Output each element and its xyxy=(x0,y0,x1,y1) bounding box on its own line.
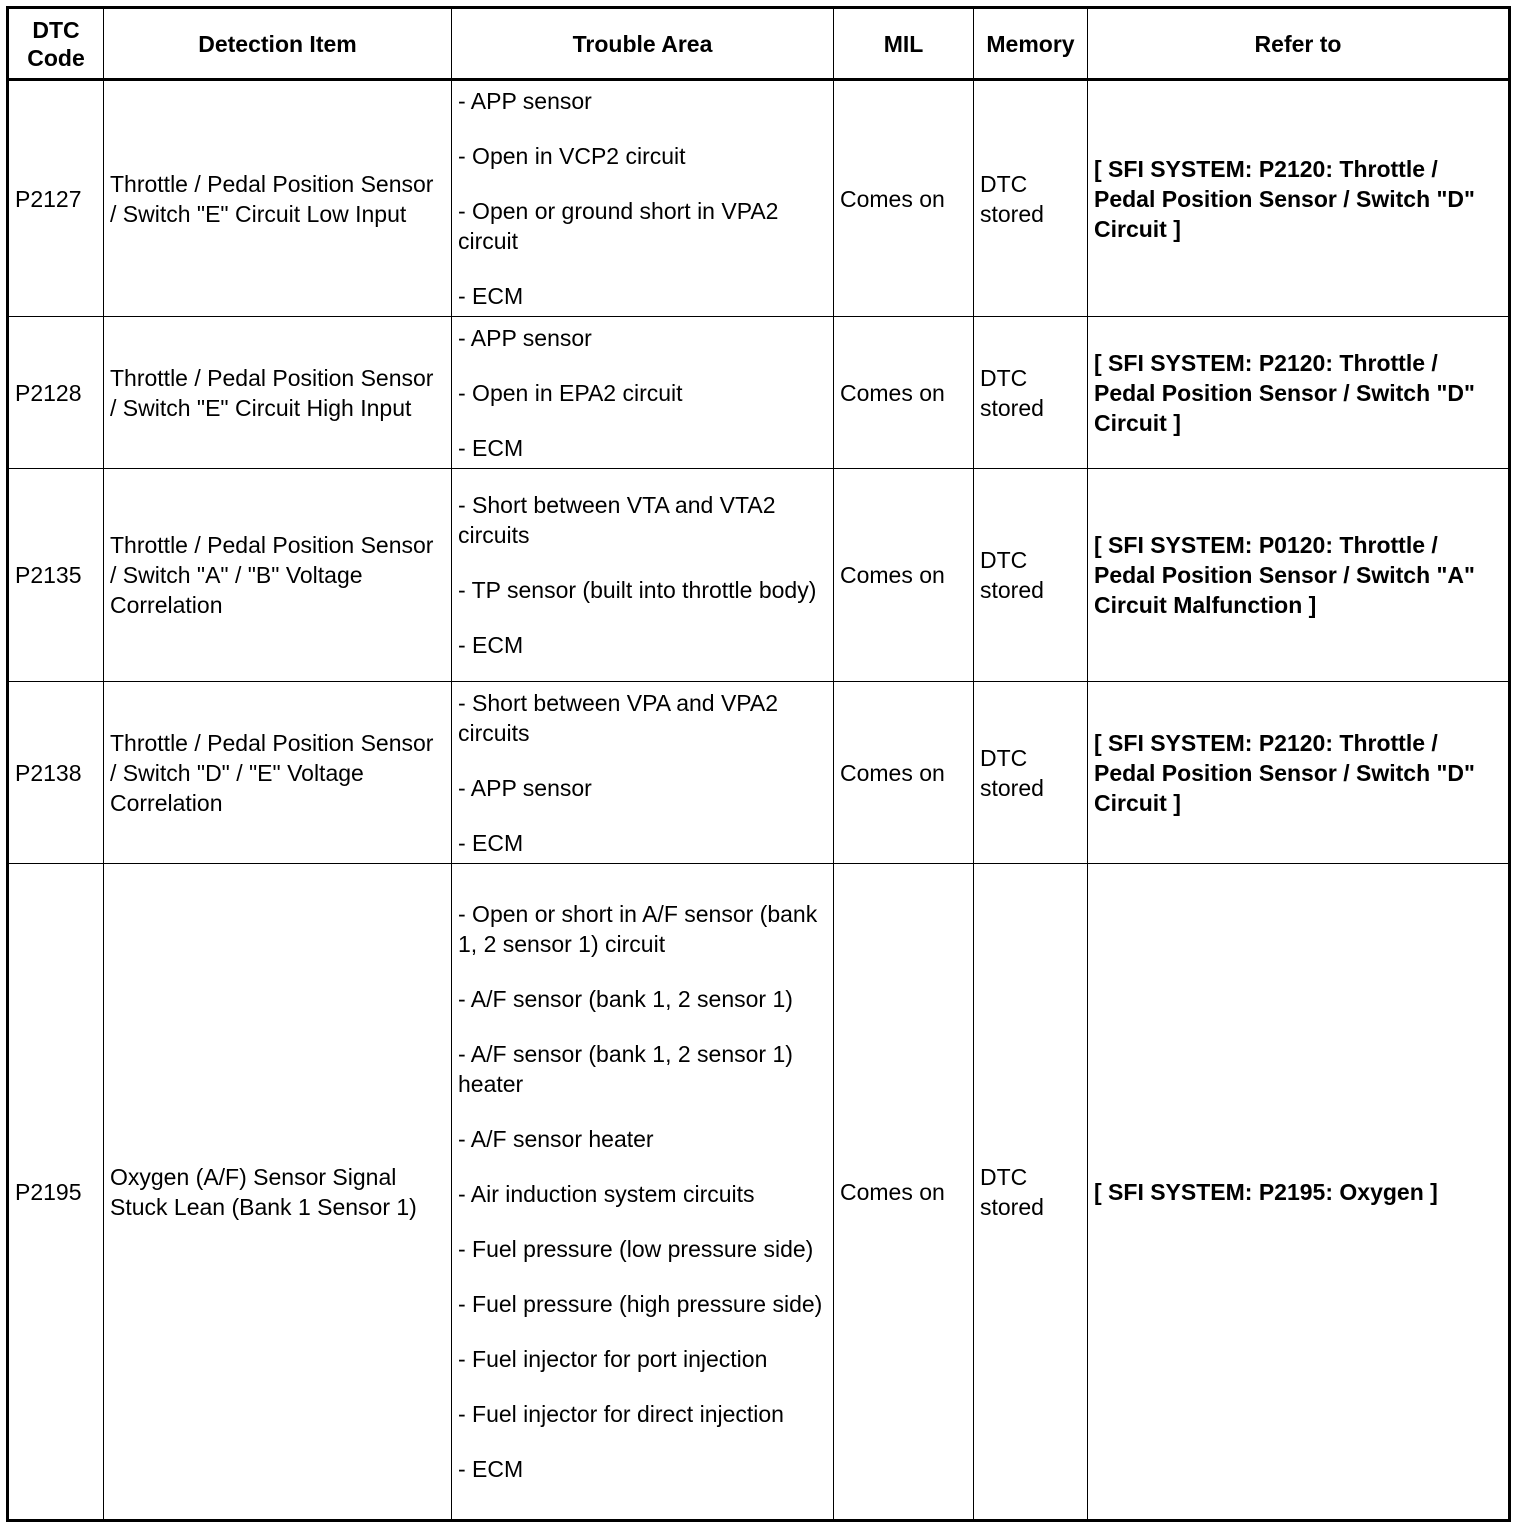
header-row xyxy=(8,8,1510,80)
memory-cell: DTC stored xyxy=(974,682,1088,864)
mil-cell: Comes on xyxy=(834,682,974,864)
trouble-area-item: - ECM xyxy=(458,1456,524,1482)
trouble-area-item: - Fuel pressure (high pressure side) xyxy=(458,1291,823,1317)
mil-cell: Comes on xyxy=(834,317,974,469)
trouble-area-cell xyxy=(452,682,834,864)
trouble-area-item: - Open in EPA2 circuit xyxy=(458,379,683,406)
header-mil: MIL xyxy=(834,8,974,80)
memory-cell: DTC stored xyxy=(974,317,1088,469)
refer-to-cell: [ SFI SYSTEM: P2195: Oxygen ] xyxy=(1088,864,1510,1521)
table-row xyxy=(8,317,1510,469)
detection-item-cell: Throttle / Pedal Position Sensor / Switch "D" / "E" Voltage Correlation xyxy=(104,682,452,864)
trouble-area-item: - A/F sensor (bank 1, 2 sensor 1) xyxy=(458,986,793,1012)
trouble-area-item: - Fuel injector for port injection xyxy=(458,1346,768,1372)
header-trouble-area: Trouble Area xyxy=(452,8,834,80)
table-row xyxy=(8,864,1510,1521)
mil-cell: Comes on xyxy=(834,80,974,317)
table-row xyxy=(8,469,1510,682)
trouble-area-item: - Short between VPA and VPA2 circuits xyxy=(458,689,779,746)
trouble-area-cell xyxy=(452,864,834,1521)
trouble-area-item: - Air induction system circuits xyxy=(458,1181,755,1207)
trouble-area-item: - ECM xyxy=(458,632,524,658)
trouble-area-item: - Fuel injector for direct injection xyxy=(458,1401,784,1427)
mil-cell: Comes on xyxy=(834,864,974,1521)
refer-to-cell: [ SFI SYSTEM: P2120: Throttle / Pedal Position Sensor / Switch "D" Circuit ] xyxy=(1088,317,1510,469)
detection-item-cell: Throttle / Pedal Position Sensor / Switch "A" / "B" Voltage Correlation xyxy=(104,469,452,682)
dtc-code-cell: P2128 xyxy=(8,317,104,469)
trouble-area-item: - ECM xyxy=(458,829,524,856)
header-dtc-code: DTC Code xyxy=(8,8,104,80)
refer-to-cell: [ SFI SYSTEM: P2120: Throttle / Pedal Position Sensor / Switch "D" Circuit ] xyxy=(1088,682,1510,864)
refer-to-cell: [ SFI SYSTEM: P0120: Throttle / Pedal Position Sensor / Switch "A" Circuit Malfunction ] xyxy=(1088,469,1510,682)
trouble-area-item: - Open or short in A/F sensor (bank 1, 2 sensor 1) circuit xyxy=(458,901,818,957)
trouble-area-cell xyxy=(452,317,834,469)
dtc-code-cell: P2135 xyxy=(8,469,104,682)
mil-cell: Comes on xyxy=(834,469,974,682)
trouble-area-cell xyxy=(452,80,834,317)
trouble-area-item: - APP sensor xyxy=(458,88,592,114)
trouble-area-item: - A/F sensor heater xyxy=(458,1126,654,1152)
dtc-code-cell: P2138 xyxy=(8,682,104,864)
table-row xyxy=(8,80,1510,317)
table-body xyxy=(8,80,1510,1521)
dtc-table xyxy=(6,6,1511,1522)
trouble-area-item: - Open or ground short in VPA2 circuit xyxy=(458,198,779,254)
refer-to-cell: [ SFI SYSTEM: P2120: Throttle / Pedal Position Sensor / Switch "D" Circuit ] xyxy=(1088,80,1510,317)
trouble-area-item: - ECM xyxy=(458,434,524,461)
memory-cell: DTC stored xyxy=(974,469,1088,682)
table-row xyxy=(8,682,1510,864)
memory-cell: DTC stored xyxy=(974,864,1088,1521)
trouble-area-item: - Short between VTA and VTA2 circuits xyxy=(458,492,776,548)
trouble-area-item: - TP sensor (built into throttle body) xyxy=(458,577,817,603)
trouble-area-item: - Fuel pressure (low pressure side) xyxy=(458,1236,814,1262)
detection-item-cell: Throttle / Pedal Position Sensor / Switch "E" Circuit High Input xyxy=(104,317,452,469)
trouble-area-cell xyxy=(452,469,834,682)
table-header xyxy=(8,8,1510,80)
header-refer-to: Refer to xyxy=(1088,8,1510,80)
header-memory: Memory xyxy=(974,8,1088,80)
dtc-code-cell: P2127 xyxy=(8,80,104,317)
header-detection-item: Detection Item xyxy=(104,8,452,80)
detection-item-cell: Oxygen (A/F) Sensor Signal Stuck Lean (Bank 1 Sensor 1) xyxy=(104,864,452,1521)
trouble-area-item: - APP sensor xyxy=(458,774,592,801)
trouble-area-item: - Open in VCP2 circuit xyxy=(458,143,686,169)
detection-item-cell: Throttle / Pedal Position Sensor / Switch "E" Circuit Low Input xyxy=(104,80,452,317)
trouble-area-item: - A/F sensor (bank 1, 2 sensor 1) heater xyxy=(458,1041,793,1097)
dtc-code-cell: P2195 xyxy=(8,864,104,1521)
trouble-area-item: - APP sensor xyxy=(458,324,592,351)
memory-cell: DTC stored xyxy=(974,80,1088,317)
trouble-area-item: - ECM xyxy=(458,283,524,309)
